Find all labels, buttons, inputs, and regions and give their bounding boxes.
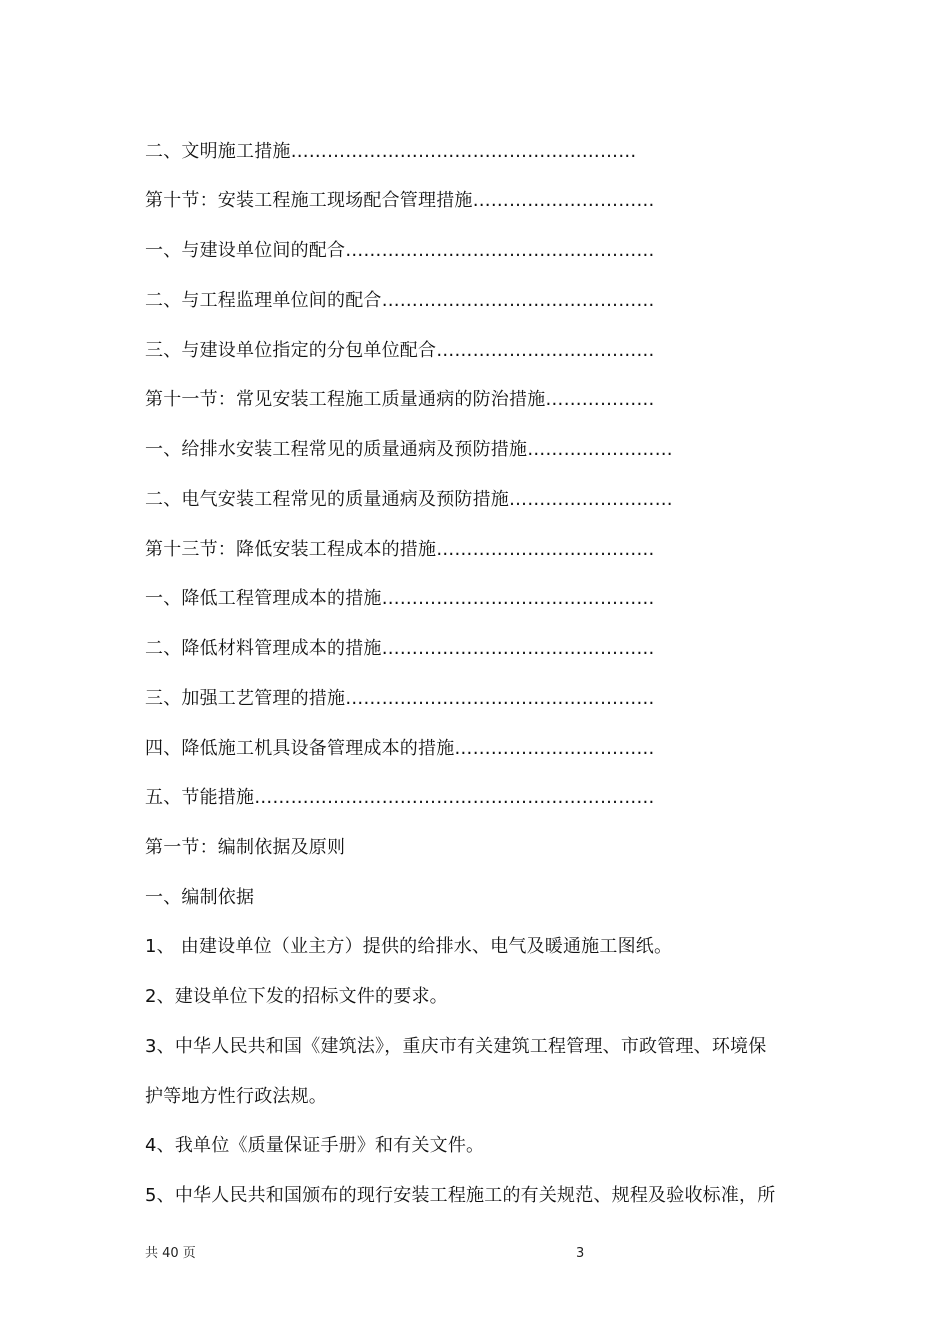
toc-entry: 二、文明施工措施…………………………………………………	[145, 141, 637, 162]
toc-entry: 第十一节：常见安装工程施工质量通病的防治措施………………	[145, 389, 655, 410]
basis-item: 2、建设单位下发的招标文件的要求。	[145, 986, 448, 1007]
toc-entry: 四、降低施工机具设备管理成本的措施……………………………	[145, 738, 655, 759]
basis-item: 3、中华人民共和国《建筑法》，重庆市有关建筑工程管理、市政管理、环境保	[145, 1036, 767, 1057]
toc-entry: 一、给排水安装工程常见的质量通病及预防措施……………………	[145, 439, 673, 460]
toc-entry: 一、降低工程管理成本的措施………………………………………	[145, 588, 655, 609]
toc-entry: 三、与建设单位指定的分包单位配合………………………………	[145, 340, 655, 361]
toc-entry: 三、加强工艺管理的措施……………………………………………	[145, 688, 655, 709]
basis-item: 5、中华人民共和国颁布的现行安装工程施工的有关规范、规程及验收标准，所	[145, 1185, 776, 1206]
toc-entry: 第十三节：降低安装工程成本的措施………………………………	[145, 539, 655, 560]
footer-page-number: 3	[576, 1246, 585, 1261]
toc-entry: 第十节：安装工程施工现场配合管理措施…………………………	[145, 190, 655, 211]
toc-entry: 二、与工程监理单位间的配合………………………………………	[145, 290, 655, 311]
basis-item-continuation: 护等地方性行政法规。	[145, 1086, 327, 1107]
toc-entry: 一、与建设单位间的配合……………………………………………	[145, 240, 655, 261]
subsection-title: 一、编制依据	[145, 887, 255, 908]
toc-entry: 二、电气安装工程常见的质量通病及预防措施………………………	[145, 489, 673, 510]
footer-total-pages: 共 40 页	[145, 1246, 196, 1261]
basis-item: 4、我单位《质量保证手册》和有关文件。	[145, 1135, 485, 1156]
section-title: 第一节：编制依据及原则	[145, 837, 346, 858]
basis-item: 1、 由建设单位（业主方）提供的给排水、电气及暖通施工图纸。	[145, 936, 673, 957]
toc-entry: 五、节能措施…………………………………………………………	[145, 787, 655, 808]
toc-entry: 二、降低材料管理成本的措施………………………………………	[145, 638, 655, 659]
